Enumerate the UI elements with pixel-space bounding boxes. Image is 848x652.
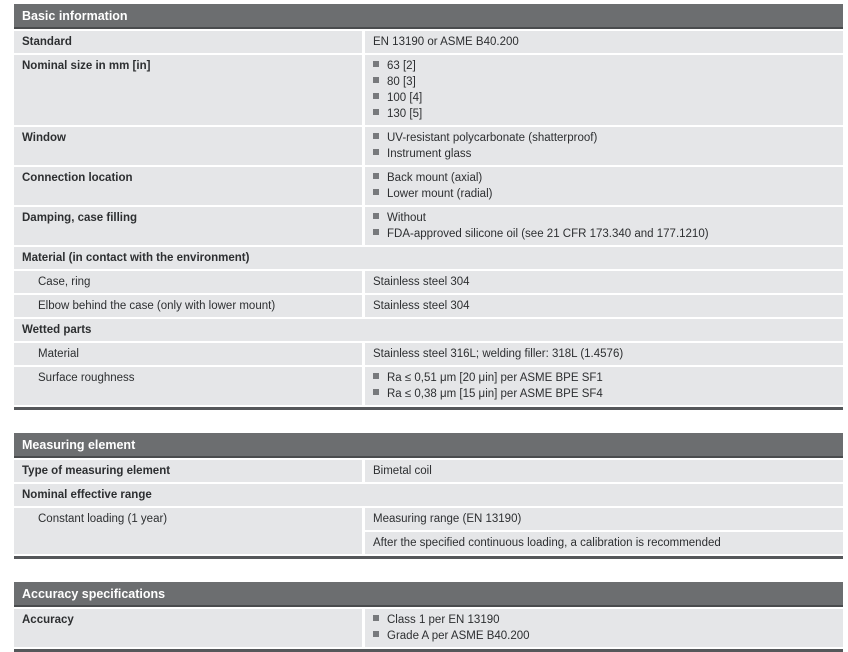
- row-label: Window: [14, 127, 362, 165]
- row-value: Stainless steel 316L; welding filler: 318L (1.4576): [365, 343, 843, 365]
- table-subheader-row: [14, 484, 843, 506]
- table-row: [14, 609, 843, 647]
- value-item: [373, 628, 835, 644]
- table-row: [14, 343, 843, 365]
- table-subheader-row: [14, 319, 843, 341]
- row-label: Material: [14, 343, 362, 365]
- bullet-square-icon: [373, 149, 379, 155]
- value-item: [373, 210, 835, 226]
- bullet-square-icon: [373, 133, 379, 139]
- row-label: Nominal size in mm [in]: [14, 55, 362, 125]
- basic-information-table: [14, 4, 843, 410]
- row-value: [365, 167, 843, 205]
- bullet-square-icon: [373, 77, 379, 83]
- value-text: Grade A per ASME B40.200: [387, 630, 530, 642]
- table-bottom-border: [14, 407, 843, 410]
- row-label: Constant loading (1 year): [14, 508, 362, 554]
- section-title: Measuring element: [22, 438, 136, 452]
- subheader-label: Material (in contact with the environment): [14, 247, 843, 269]
- row-value-group: [365, 508, 843, 554]
- row-value: Bimetal coil: [365, 460, 843, 482]
- value-text: Lower mount (radial): [387, 188, 493, 200]
- value-item: [373, 226, 835, 242]
- bullet-square-icon: [373, 93, 379, 99]
- row-value: [365, 127, 843, 165]
- value-text: Back mount (axial): [387, 172, 483, 184]
- table-bottom-border: [14, 556, 843, 559]
- table-row: [14, 271, 843, 293]
- section-title: Basic information: [22, 9, 128, 23]
- bullet-square-icon: [373, 109, 379, 115]
- row-value: [365, 367, 843, 405]
- row-value: EN 13190 or ASME B40.200: [365, 31, 843, 53]
- value-text: Ra ≤ 0,38 μm [15 μin] per ASME BPE SF4: [387, 388, 603, 400]
- bullet-square-icon: [373, 389, 379, 395]
- row-value: [365, 207, 843, 245]
- value-text: Instrument glass: [387, 148, 472, 160]
- value-item: [373, 186, 835, 202]
- row-value: Measuring range (EN 13190): [365, 508, 843, 530]
- section-header: [14, 4, 843, 29]
- value-text: 63 [2]: [387, 60, 416, 72]
- row-value: Stainless steel 304: [365, 271, 843, 293]
- row-label: Standard: [14, 31, 362, 53]
- row-label: Connection location: [14, 167, 362, 205]
- section-header: [14, 433, 843, 458]
- value-item: [373, 74, 835, 90]
- value-item: [373, 58, 835, 74]
- bullet-square-icon: [373, 615, 379, 621]
- section-title: Accuracy specifications: [22, 587, 166, 601]
- subheader-label: Wetted parts: [14, 319, 843, 341]
- value-text: 100 [4]: [387, 92, 423, 104]
- row-value: After the specified continuous loading, a calibration is recommended: [365, 532, 843, 554]
- accuracy-specifications-table: [14, 582, 843, 652]
- measuring-element-table: [14, 433, 843, 559]
- row-label: Elbow behind the case (only with lower mount): [14, 295, 362, 317]
- table-row: [14, 207, 843, 245]
- row-label: Type of measuring element: [14, 460, 362, 482]
- value-text: 130 [5]: [387, 108, 423, 120]
- table-row: [14, 508, 843, 554]
- value-item: [373, 386, 835, 402]
- row-value: [365, 55, 843, 125]
- value-item: [373, 370, 835, 386]
- table-subheader-row: [14, 247, 843, 269]
- value-text: Ra ≤ 0,51 μm [20 μin] per ASME BPE SF1: [387, 372, 603, 384]
- table-row: [14, 295, 843, 317]
- row-label: Accuracy: [14, 609, 362, 647]
- table-row: [14, 31, 843, 53]
- value-item: [373, 130, 835, 146]
- row-label: Surface roughness: [14, 367, 362, 405]
- value-item: [373, 90, 835, 106]
- value-text: Without: [387, 212, 426, 224]
- bullet-square-icon: [373, 373, 379, 379]
- bullet-square-icon: [373, 189, 379, 195]
- value-text: 80 [3]: [387, 76, 416, 88]
- row-label: Damping, case filling: [14, 207, 362, 245]
- bullet-square-icon: [373, 631, 379, 637]
- bullet-square-icon: [373, 229, 379, 235]
- row-label: Case, ring: [14, 271, 362, 293]
- row-value: [365, 609, 843, 647]
- table-row: [14, 367, 843, 405]
- bullet-square-icon: [373, 61, 379, 67]
- row-value: Stainless steel 304: [365, 295, 843, 317]
- table-row: [14, 55, 843, 125]
- table-row: [14, 167, 843, 205]
- table-row: [14, 127, 843, 165]
- value-item: [373, 612, 835, 628]
- section-header: [14, 582, 843, 607]
- table-row: [14, 460, 843, 482]
- value-item: [373, 170, 835, 186]
- bullet-square-icon: [373, 213, 379, 219]
- value-item: [373, 146, 835, 162]
- subheader-label: Nominal effective range: [14, 484, 843, 506]
- value-item: [373, 106, 835, 122]
- value-text: UV-resistant polycarbonate (shatterproof): [387, 132, 598, 144]
- value-text: FDA-approved silicone oil (see 21 CFR 173.340 and 177.1210): [387, 228, 709, 240]
- value-text: Class 1 per EN 13190: [387, 614, 500, 626]
- bullet-square-icon: [373, 173, 379, 179]
